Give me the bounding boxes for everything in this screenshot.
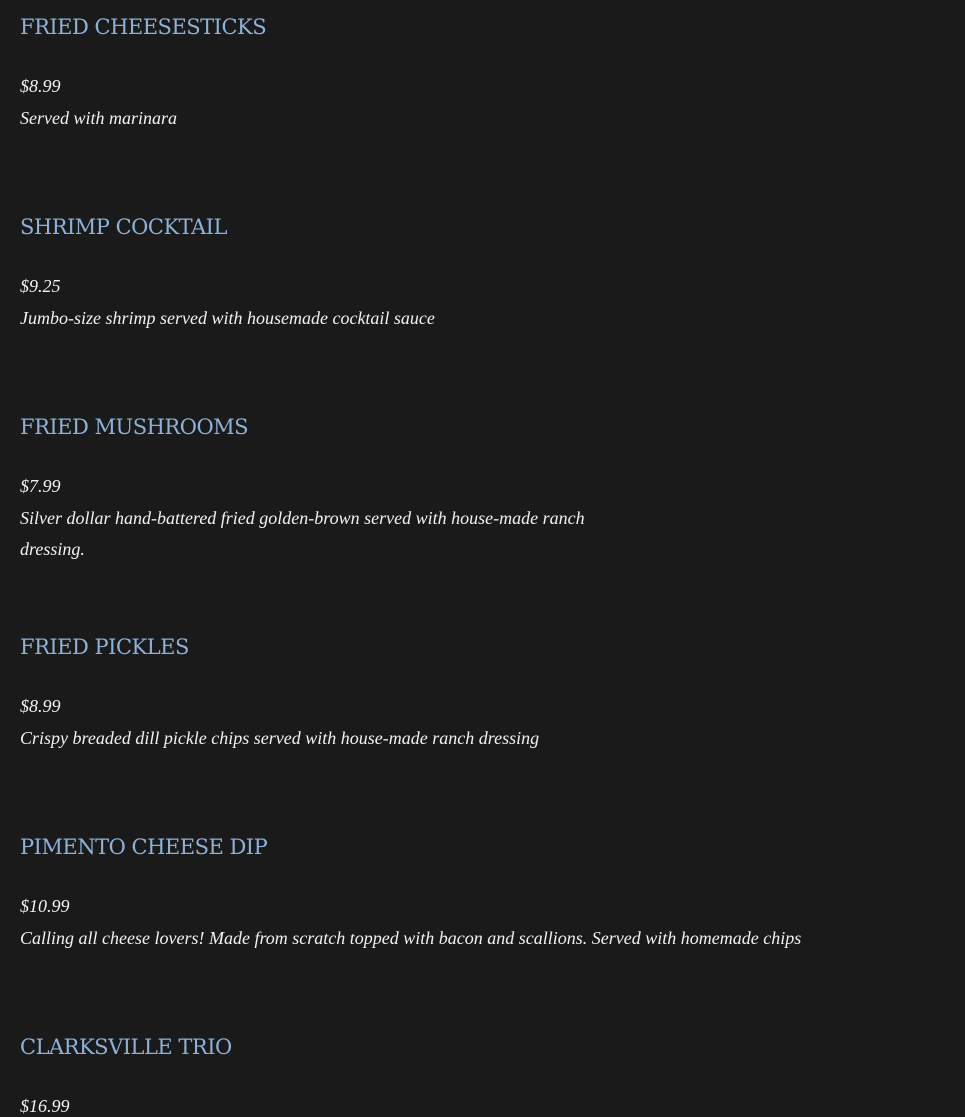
- item-price: $9.25: [20, 276, 61, 296]
- menu-item-clarksville-trio: [20, 1033, 920, 1116]
- item-title: PIMENTO CHEESE DIP: [20, 835, 268, 859]
- item-price: $8.99: [20, 76, 61, 96]
- item-description: Jumbo-size shrimp served with housemade cocktail sauce: [20, 308, 435, 328]
- item-title: FRIED PICKLES: [20, 635, 189, 659]
- item-title: CLARKSVILLE TRIO: [20, 1035, 232, 1059]
- menu-item-fried-mushrooms: [20, 413, 920, 559]
- item-price: $8.99: [20, 696, 61, 716]
- item-title: FRIED MUSHROOMS: [20, 415, 249, 439]
- item-title: SHRIMP COCKTAIL: [20, 215, 227, 239]
- item-description: Served with marinara: [20, 108, 177, 128]
- menu-item-shrimp-cocktail: [20, 213, 920, 328]
- item-price: $16.99: [20, 1096, 70, 1116]
- item-price: $10.99: [20, 896, 70, 916]
- menu-item-pimento-cheese-dip: [20, 833, 920, 948]
- item-description: Silver dollar hand-battered fried golden-brown served with house-made ranch dressing.: [20, 508, 585, 559]
- item-description: Crispy breaded dill pickle chips served with house-made ranch dressing: [20, 728, 540, 748]
- menu-item-fried-cheesesticks: [20, 13, 920, 128]
- item-price: $7.99: [20, 476, 61, 496]
- menu-item-fried-pickles: [20, 633, 920, 748]
- item-title: FRIED CHEESESTICKS: [20, 15, 267, 39]
- item-description: Calling all cheese lovers! Made from scratch topped with bacon and scallions. Served with homemade chips: [20, 928, 802, 948]
